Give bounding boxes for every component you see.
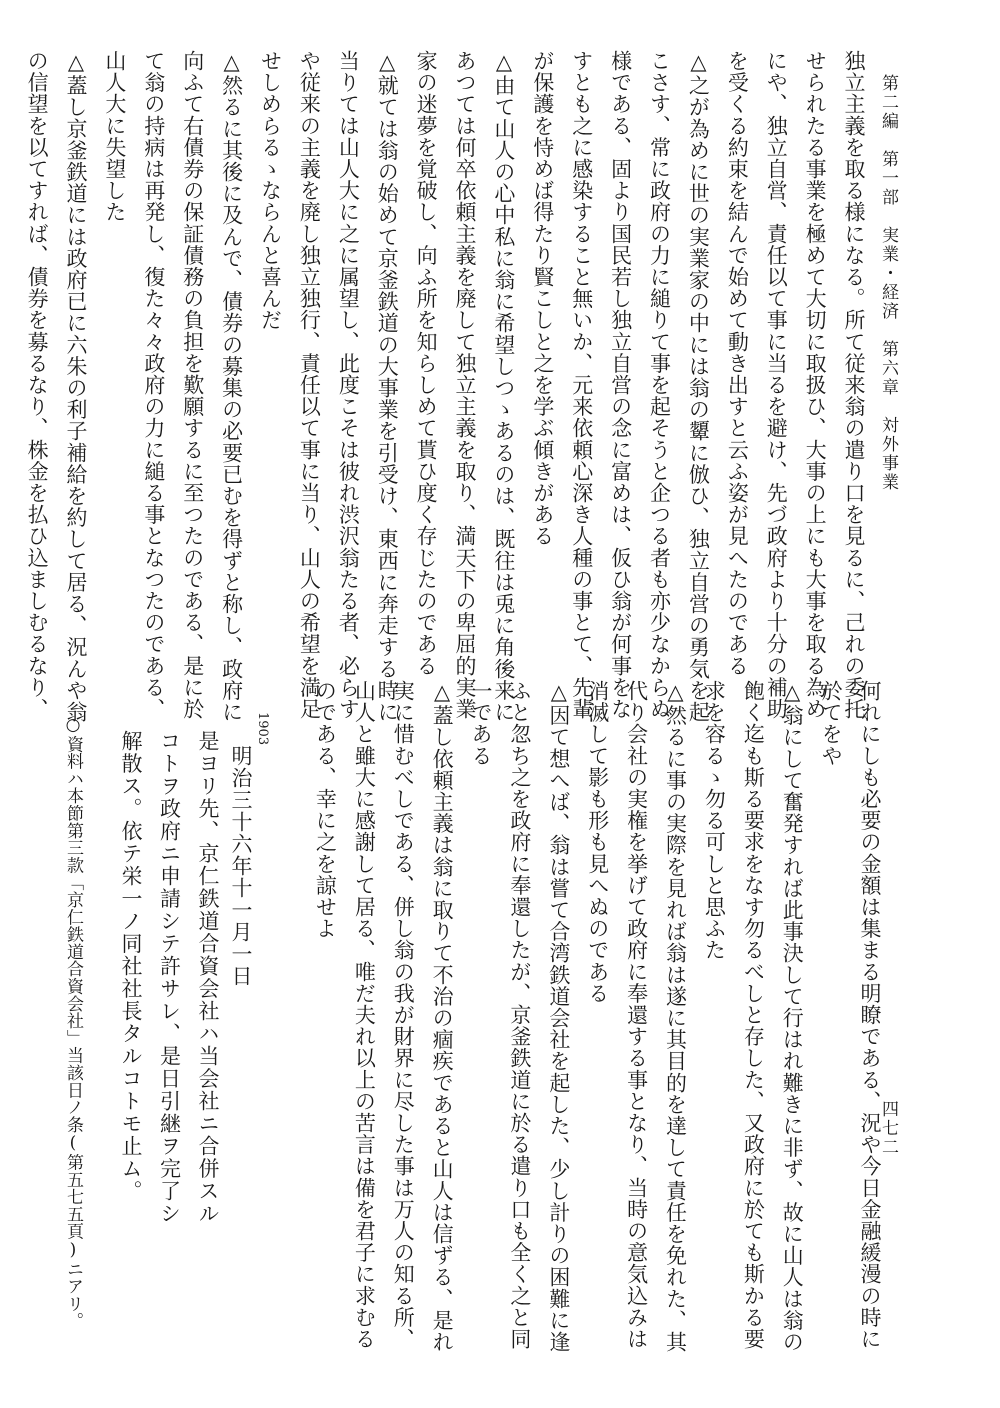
- entry-line: 解散ス。依テ栄一ノ同社社長タルコトモ止ム。: [119, 730, 143, 1203]
- text-line: △因て想へば、翁は嘗て合湾鉄道会社を起した、少し計りの困難に逢: [546, 680, 571, 1353]
- text-line: 独立主義を取る様になる。所て従来翁の遣り口を見るに、己れの委托: [842, 50, 866, 720]
- text-line: て翁の持病は再発し、復た々々政府の力に縋る事となつたのである、: [141, 50, 166, 720]
- text-line: △翁にして奮発すれば此事決して行はれ難きに非ず、故に山人は翁の: [780, 680, 805, 1353]
- text-line: にや、独立自営、責任以て事に当るを避け、先づ政府より十分の補助: [764, 50, 789, 720]
- text-line: や従来の主義を廃し独立独行、責任以て事に当り、山人の希望を満足: [297, 50, 322, 720]
- page-number: 四七二: [878, 1100, 898, 1157]
- running-header: 第二編 第一部 実業・経済 第六章 対外事業: [878, 74, 898, 492]
- text-line: ふと忽ち之を政府に奉還したが、京釜鉄道に於る遣り口も全く之と同: [507, 680, 532, 1350]
- text-line: 様である、固より国民若し独立自営の念に富めは、仮ひ翁が何事をな: [608, 50, 633, 720]
- text-line: 山人大に失望した: [102, 50, 127, 223]
- text-line: 山人と雖大に感謝して居る、唯だ夫れ以上の苦言は備を君子に求むる: [352, 680, 377, 1350]
- text-line: △就ては翁の始めて京釜鉄道の大事業を引受け、東西に奔走する時に: [375, 50, 400, 723]
- text-line: こさす、常に政府の力に縋りて事を起そうと企つる者も亦少なからぬ: [647, 50, 672, 720]
- text-line: のである、幸に之を諒せよ: [313, 680, 338, 940]
- text-line: あつては何卒依頼主義を廃して独立主義を取り、満天下の卑屈的実業: [453, 50, 477, 720]
- text-line: △之が為めに世の実業家の中には翁の顰に倣ひ、独立自営の勇気を起: [686, 50, 711, 723]
- text-line: △蓋し依頼主義は翁に取りて不治の痼疾であると山人は信ずる、是れ: [430, 680, 455, 1353]
- entry-year-western: 1903: [255, 712, 270, 746]
- text-line: の信望を以てすれば、債券を募るなり、株金を払ひ込ましむるなり、: [25, 50, 50, 720]
- text-line: 於てをや: [819, 680, 844, 767]
- text-line: 一である: [469, 680, 493, 767]
- text-line: すとも之に感染すること無いか、元来依頼心深き人種の事とて、先輩: [569, 50, 594, 720]
- text-line: △然るに事の実際を見れば翁は遂に其目的を達して責任を免れた、其: [663, 680, 688, 1353]
- text-line: 家の迷夢を覚破し、向ふ所を知らしめて貰ひ度く存じたのである: [414, 50, 439, 677]
- text-line: せられたる事業を極めて大切に取扱ひ、大事の上にも大事を取る為め: [803, 50, 828, 720]
- text-line: 当りては山人大に之に属望し、此度こそは彼れ渋沢翁たる者、必らす: [336, 50, 361, 720]
- text-line: 求を容るゝ勿る可しと思ふた: [702, 680, 727, 961]
- text-line: 飽く迄も斯る要求をなす勿るべしと存した、又政府に於ても斯かる要: [741, 680, 766, 1350]
- text-line: を受くる約束を結んで始めて動き出すと云ふ姿が見へたのである: [725, 50, 750, 677]
- text-line: △蓋し京釜鉄道には政府已に六朱の利子補給を約して居る、況んや翁: [64, 50, 88, 723]
- entry-date: 明治三十六年十一月一日: [229, 745, 253, 987]
- text-line: せしめらるゝならんと喜んだ: [258, 50, 283, 331]
- text-line: △然るに其後に及んで、債券の募集の必要已むを得ずと称し、政府に: [219, 50, 244, 723]
- text-line: 何れにしも必要の金額は集まる明瞭である、況や今日金融緩漫の時に: [858, 680, 882, 1350]
- text-line: △由て山人の心中私に翁に希望しつゝあるのは、既往は兎に角後来に: [491, 50, 516, 723]
- source-note: ○資料ハ本節第三款「京仁鉄道合資会社」当該日ノ条(第五七五頁)ニアリ。: [63, 715, 83, 1330]
- text-line: 代り会社の実権を挙げて政府に奉還する事となり、当時の意気込みは: [624, 680, 649, 1350]
- entry-line: コトヲ政府ニ申請シテ許サレ、是日引継ヲ完了シ: [157, 730, 182, 1225]
- text-line: 向ふて右債券の保証債務の負担を歎願するに至つたのである、是に於: [180, 50, 205, 720]
- text-line: 実に惜むべしである、併し翁の我が財界に尽した事は万人の知る所、: [391, 680, 416, 1350]
- text-line: が保護を恃めば得たり賢こしと之を学ぶ傾きがある: [530, 50, 555, 547]
- entry-line: 是ヨリ先、京仁鉄道合資会社ハ当会社ニ合併スル: [196, 730, 220, 1225]
- text-line: 消滅して影も形も見へぬのである: [585, 680, 610, 1004]
